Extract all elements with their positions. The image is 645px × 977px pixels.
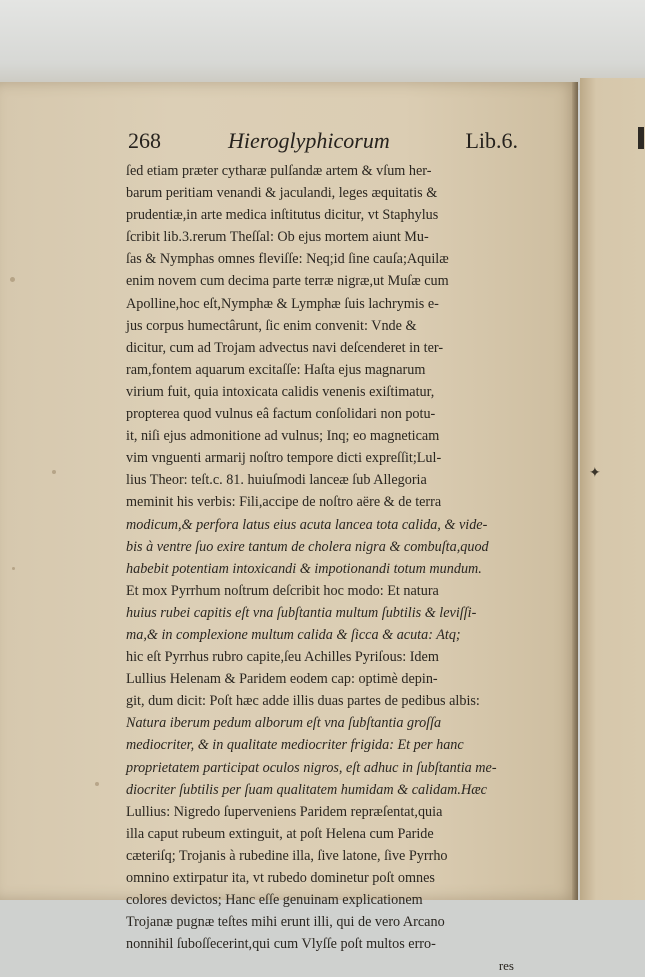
text-line: ram,fontem aquarum excitaſſe: Haſta ejus magnarum — [126, 361, 426, 378]
page-header — [128, 128, 518, 158]
facing-page-edge — [580, 78, 645, 900]
text-line: illa caput rubeum extinguit, at poſt Helena cum Paride — [126, 825, 434, 842]
paper-speck — [95, 782, 99, 786]
text-line: huius rubei capitis eſt vna ſubſtantia multum ſubtilis & leviſſi- — [126, 604, 477, 621]
text-line: colores devictos; Hanc eſſe genuinam explicationem — [126, 892, 423, 909]
text-line: ſcribit lib.3.rerum Theſſal: Ob ejus mortem aiunt Mu- — [126, 229, 429, 246]
text-line: bis à ventre ſuo exire tantum de cholera nigra & combuſta,quod — [126, 538, 489, 555]
text-line: ſas & Nymphas omnes fleviſſe: Neq;id ſine cauſa;Aquilæ — [126, 251, 449, 268]
text-line: omnino extirpatur ita, vt rubedo dominetur poſt omnes — [126, 870, 435, 886]
text-line: ſed etiam præter cytharæ pulſandæ artem & vſum her- — [126, 163, 432, 179]
catchword: res — [498, 958, 514, 974]
text-line: mediocriter, & in qualitate mediocriter frigida: Et per hanc — [126, 737, 464, 754]
text-line: diocriter ſubtilis per ſuam qualitatem humidam & calidam.Hæc — [126, 781, 487, 798]
text-line: Lullius Helenam & Paridem eodem cap: optimè depin- — [126, 671, 438, 688]
background-surface — [0, 0, 645, 90]
text-line: Natura iberum pedum alborum eſt vna ſubſtantia groſſa — [126, 715, 442, 732]
text-line: jus corpus humectârunt, ſic enim convenit: Vnde & — [126, 317, 417, 334]
text-line: proprietatem participat oculos nigros, eſt adhuc in ſubſtantia me- — [126, 759, 497, 776]
text-line: habebit potentiam intoxicandi & impotionandi totum mundum. — [126, 560, 482, 577]
text-line: nonnihil ſuboſſecerint,qui cum Vlyſſe poſt multos erro- — [126, 936, 436, 953]
text-line: propterea quod vulnus eâ factum conſolidari non potu- — [126, 406, 436, 423]
text-line: Apolline,hoc eſt,Nymphæ & Lymphæ ſuis lachrymis e- — [126, 295, 439, 312]
text-line: prudentiæ,in arte medica inſtitutus dicitur, vt Staphylus — [126, 207, 439, 224]
book-label: Lib.6. — [465, 128, 518, 153]
text-line: vim vnguenti armarij noſtro tempore dicti expreſſit;Lul- — [126, 450, 442, 467]
text-line: cæteriſq; Trojanis à rubedine illa, ſive latone, ſive Pyrrho — [126, 847, 448, 864]
paper-speck — [10, 277, 15, 282]
text-line: barum peritiam venandi & jaculandi, leges æquitatis & — [126, 185, 438, 202]
text-line: enim novem cum decima parte terræ nigræ,ut Muſæ cum — [126, 273, 449, 290]
text-line: Trojanæ pugnæ teſtes mihi erunt illi, qui de vero Arcano — [126, 914, 445, 931]
facing-page-glyph — [638, 127, 644, 149]
text-line: git, dum dicit: Poſt hæc adde illis duas partes de pedibus albis: — [126, 693, 480, 710]
text-line: it, niſi ejus admonitione ad vulnus; Inq; eo magneticam — [126, 428, 440, 445]
body-text — [126, 160, 514, 977]
text-line: meminit his verbis: Fili,accipe de noſtro aëre & de terra — [126, 494, 442, 511]
running-head: Hieroglyphicorum — [228, 128, 390, 153]
paper-speck — [52, 470, 56, 474]
text-line: ma,& in complexione multum calida & ſicca & acuta: Atq; — [126, 626, 461, 643]
page-number: 268 — [128, 128, 161, 153]
text-line: lius Theor: teſt.c. 81. huiuſmodi lanceæ ſub Allegoria — [126, 472, 427, 489]
paper-speck — [12, 567, 15, 570]
facing-page-mark: ✦ — [589, 466, 601, 481]
text-line: virium fuit, quia intoxicata calidis venenis exiſtimatur, — [126, 383, 435, 400]
text-line: dicitur, cum ad Trojam advectus navi deſcenderet in ter- — [126, 339, 444, 356]
text-line: Et mox Pyrrhum noſtrum deſcribit hoc modo: Et natura — [126, 582, 439, 599]
text-line: modicum,& perfora latus eius acuta lancea tota calida, & vide- — [126, 516, 488, 533]
text-line: hic eſt Pyrrhus rubro capite,ſeu Achilles Pyriſous: Idem — [126, 649, 439, 666]
text-line: Lullius: Nigredo ſuperveniens Paridem repræſentat,quia — [126, 803, 443, 820]
